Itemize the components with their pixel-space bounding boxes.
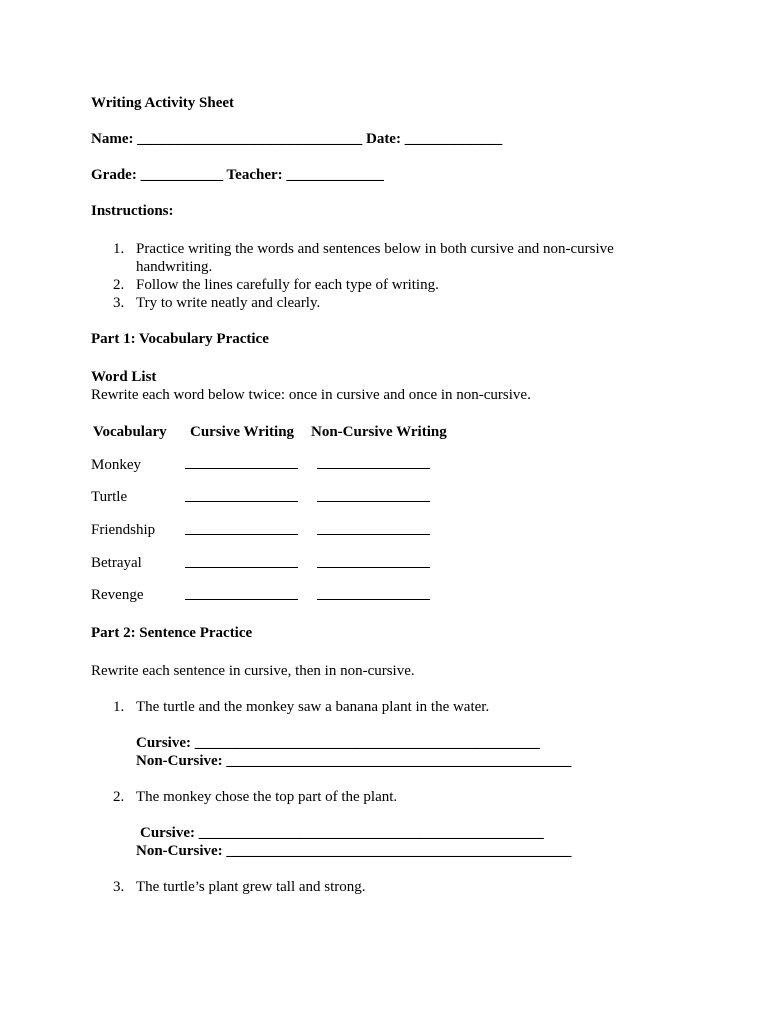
vocabulary-word: Friendship [91, 522, 156, 538]
noncursive-blank[interactable] [317, 534, 430, 535]
vocabulary-word: Monkey [91, 457, 141, 473]
instruction-number: 2. [113, 277, 125, 293]
noncursive-answer-line[interactable]: Non-Cursive: ______________________________________________ [136, 753, 572, 769]
cursive-answer-line[interactable]: Cursive: ______________________________________________ [136, 735, 540, 751]
part2-description: Rewrite each sentence in cursive, then in non-cursive. [91, 663, 415, 679]
instruction-text: Try to write neatly and clearly. [136, 295, 321, 311]
worksheet-title: Writing Activity Sheet [91, 95, 235, 111]
cursive-blank[interactable] [185, 599, 298, 600]
instruction-text-continued: handwriting. [136, 259, 213, 275]
sentence-text: The monkey chose the top part of the plant. [136, 789, 398, 805]
cursive-answer-line[interactable]: Cursive: ______________________________________________ [140, 825, 544, 841]
part1-heading: Part 1: Vocabulary Practice [91, 331, 269, 347]
name-date-line: Name: ______________________________ Date: _____________ [91, 131, 503, 147]
sentence-text: The turtle’s plant grew tall and strong. [136, 879, 366, 895]
grade-teacher-line: Grade: ___________ Teacher: _____________ [91, 167, 384, 183]
part1-description: Rewrite each word below twice: once in cursive and once in non-cursive. [91, 387, 531, 403]
sentence-number: 1. [113, 699, 125, 715]
vocabulary-word: Betrayal [91, 555, 142, 571]
instruction-text: Follow the lines carefully for each type of writing. [136, 277, 439, 293]
sentence-text: The turtle and the monkey saw a banana plant in the water. [136, 699, 490, 715]
noncursive-blank[interactable] [317, 468, 430, 469]
cursive-blank[interactable] [185, 468, 298, 469]
cursive-blank[interactable] [185, 534, 298, 535]
instruction-text: Practice writing the words and sentences below in both cursive and non-cursive [136, 241, 614, 257]
cursive-blank[interactable] [185, 501, 298, 502]
part2-heading: Part 2: Sentence Practice [91, 625, 253, 641]
column-header-cursive: Cursive Writing [190, 424, 295, 440]
instruction-number: 1. [113, 241, 125, 257]
column-header-noncursive: Non-Cursive Writing [311, 424, 447, 440]
cursive-blank[interactable] [185, 567, 298, 568]
noncursive-blank[interactable] [317, 567, 430, 568]
instructions-heading: Instructions: [91, 203, 174, 219]
noncursive-answer-line[interactable]: Non-Cursive: ______________________________________________ [136, 843, 572, 859]
sentence-number: 2. [113, 789, 125, 805]
column-header-vocabulary: Vocabulary [93, 424, 167, 440]
word-list-heading: Word List [91, 369, 157, 385]
noncursive-blank[interactable] [317, 599, 430, 600]
vocabulary-word: Revenge [91, 587, 144, 603]
instruction-number: 3. [113, 295, 125, 311]
sentence-number: 3. [113, 879, 125, 895]
noncursive-blank[interactable] [317, 501, 430, 502]
vocabulary-word: Turtle [91, 489, 128, 505]
